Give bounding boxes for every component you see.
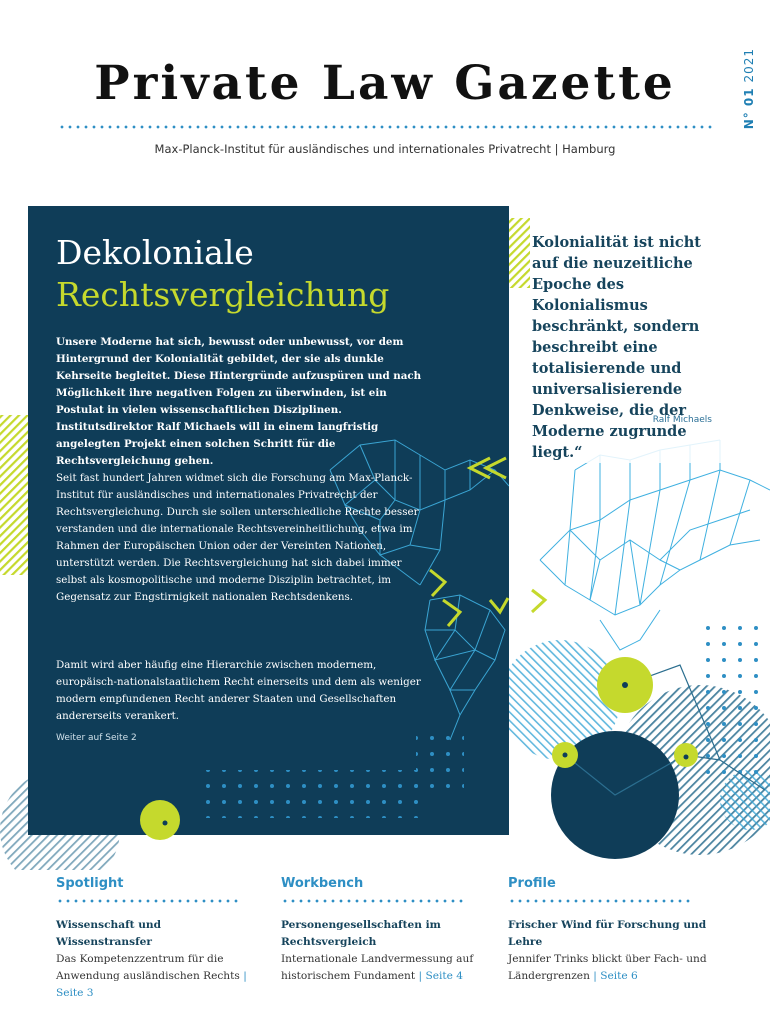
teaser-separator: |	[593, 970, 597, 982]
continued-link[interactable]: Weiter auf Seite 2	[56, 733, 137, 743]
teaser-title: Frischer Wind für Forschung und Lehre	[508, 919, 707, 948]
issue-label: N° 01	[742, 87, 756, 130]
teaser-description: Das Kompetenzzentrum für die Anwendung ausländischen Rechts	[56, 953, 240, 982]
pull-quote: Kolonialität ist nicht auf die neuzeitliche Epoche des Kolonialismus beschränkt, sondern beschreibt eine totalisierende und universalisierende Denkweise, die der Moderne zugrunde liegt.“	[532, 232, 732, 463]
issue-number	[742, 48, 756, 129]
teaser-separator: |	[243, 970, 247, 982]
article-lead: Unsere Moderne hat sich, bewusst oder unbewusst, vor dem Hintergrund der Kolonialität gebildet, der sie als dunkle Kehrseite begleitet. Diese Hintergründe aufzuspüren und nach Möglichkeit ihre negativen Folgen zu überwinden, ist ein Postulat in vielen wissenschaftlichen Disziplinen. Institutsdirektor Ralf Michaels will in einem langfristig angelegten Projekt einen solchen Schritt für die Rechtsvergleichung gehen.	[56, 336, 422, 467]
teaser-workbench	[281, 876, 481, 985]
article-paragraph-2: Damit wird aber häufig eine Hierarchie zwischen modernem, europäisch-nationalstaatlichem Recht einerseits und dem als weniger modern empfundenen Recht anderer Staaten und Gesellschaften andererseits verankert.	[56, 659, 421, 722]
teaser-section: Profile	[508, 876, 556, 891]
article-paragraph-1: Seit fast hundert Jahren widmet sich die Forschung am Max-Planck-Institut für ausländisches und internationales Privatrecht der Rechtsvergleichung. Durch sie sollen unterschiedliche Rechte besser verstanden und die internationale Rechtsvereinheitlichung, etwa im Rahmen der Europäischen Union oder der Vereinten Nationen, unterstützt werden. Die Rechtsvergleichung hat sich dabei immer selbst als kosmopolitische und moderne Disziplin betrachtet, im Gegensatz zur Engstirnigkeit nationalen Rechtsdenkens.	[56, 472, 419, 603]
headline-line-2: Rechtsvergleichung	[56, 275, 390, 314]
teaser-divider	[508, 899, 693, 903]
teaser-section: Spotlight	[56, 876, 124, 891]
teaser-section: Workbench	[281, 876, 364, 891]
quote-author: Ralf Michaels	[652, 415, 712, 425]
teaser-separator: |	[418, 970, 423, 982]
teaser-text	[56, 951, 256, 1002]
masthead-title: Private Law Gazette	[94, 56, 676, 111]
headline-line-1: Dekoloniale	[56, 233, 254, 272]
teaser-page-link[interactable]: Seite 6	[600, 970, 638, 982]
teaser-profile	[508, 876, 708, 985]
teaser-page-link[interactable]: Seite 4	[425, 970, 463, 982]
dot-grid-right	[700, 626, 770, 776]
teaser-page-link[interactable]: Seite 3	[56, 987, 94, 999]
masthead-divider	[58, 125, 714, 129]
teaser-description: Internationale Landvermessung auf historischem Fundament	[281, 953, 474, 982]
teaser-title: Personengesellschaften im Rechtsvergleich	[281, 919, 441, 948]
teaser-text	[281, 951, 481, 985]
teaser-spotlight	[56, 876, 256, 1002]
article-headline	[56, 232, 496, 316]
teaser-description: Jennifer Trinks blickt über Fach- und Ländergrenzen	[508, 953, 707, 982]
teaser-text	[508, 951, 708, 985]
institute-line: Max-Planck-Institut für ausländisches und internationales Privatrecht | Hamburg	[154, 142, 616, 156]
lime-hatch-left	[0, 415, 28, 575]
teaser-title: Wissenschaft und Wissenstransfer	[56, 919, 162, 948]
teaser-divider	[281, 899, 466, 903]
teaser-divider	[56, 899, 241, 903]
issue-year: 2021	[742, 48, 756, 83]
